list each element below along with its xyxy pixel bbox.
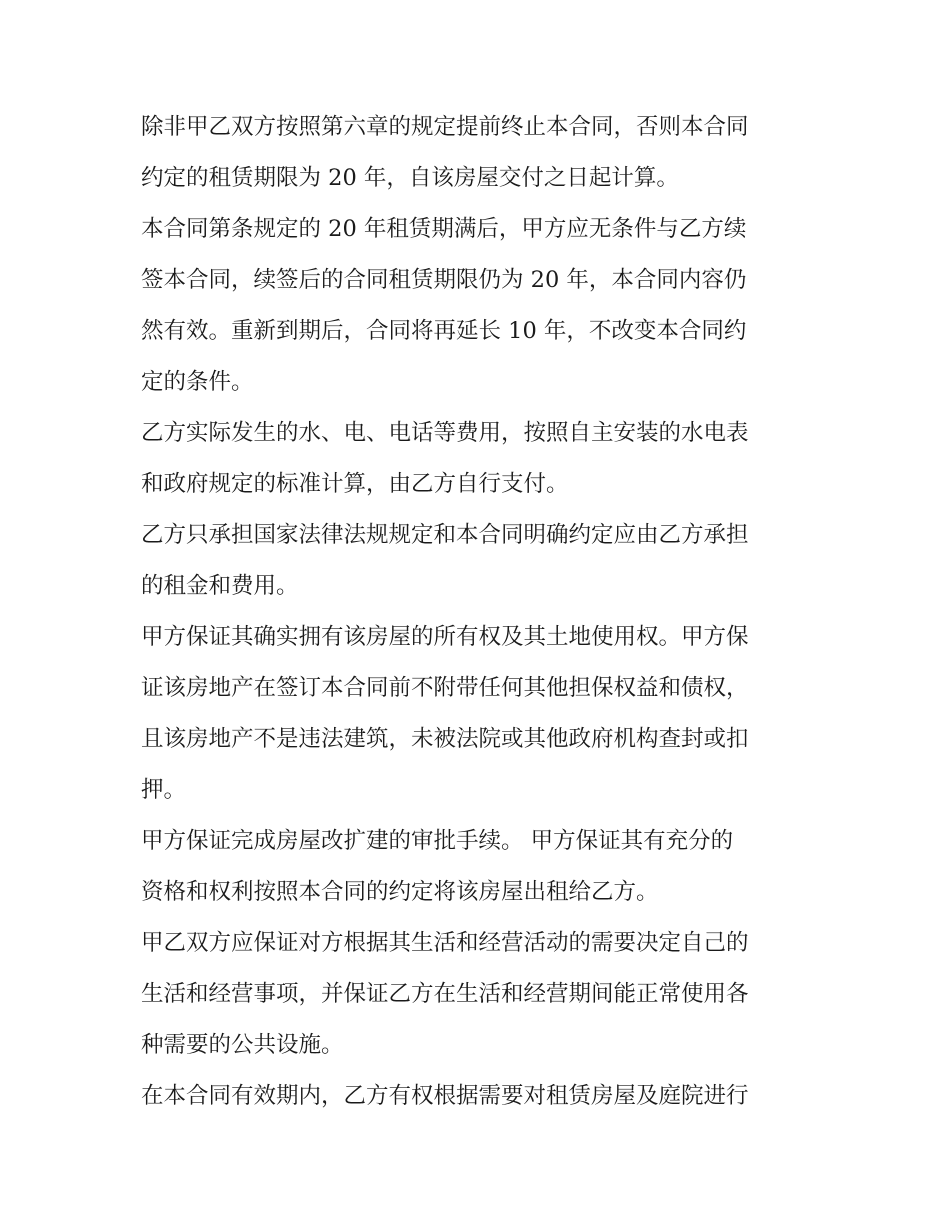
text-line: 然有效。重新到期后，合同将再延长 10 年，不改变本合同约 bbox=[141, 318, 747, 344]
text-line: 证该房地产在签订本合同前不附带任何其他担保权益和债权， bbox=[141, 675, 749, 701]
text-line: 定的条件。 bbox=[141, 369, 254, 395]
text-line: 约定的租赁期限为 20 年，自该房屋交付之日起计算。 bbox=[141, 165, 679, 191]
text-line: 甲方保证完成房屋改扩建的审批手续。 甲方保证其有充分的 bbox=[141, 828, 734, 854]
text-line: 乙方实际发生的水、电、电话等费用，按照自主安装的水电表 bbox=[141, 420, 749, 446]
text-line: 押。 bbox=[141, 777, 187, 803]
text-line: 签本合同，续签后的合同租赁期限仍为 20 年，本合同内容仍 bbox=[141, 267, 747, 293]
text-line: 生活和经营事项，并保证乙方在生活和经营期间能正常使用各 bbox=[141, 981, 749, 1007]
text-line: 甲方保证其确实拥有该房屋的所有权及其土地使用权。甲方保 bbox=[141, 624, 749, 650]
contract-body-text bbox=[141, 102, 817, 1122]
text-line: 乙方只承担国家法律法规规定和本合同明确约定应由乙方承担 bbox=[141, 522, 749, 548]
text-line: 资格和权利按照本合同的约定将该房屋出租给乙方。 bbox=[141, 879, 659, 905]
text-line: 在本合同有效期内，乙方有权根据需要对租赁房屋及庭院进行 bbox=[141, 1083, 749, 1109]
text-line: 本合同第条规定的 20 年租赁期满后，甲方应无条件与乙方续 bbox=[141, 216, 747, 242]
text-line: 甲乙双方应保证对方根据其生活和经营活动的需要决定自己的 bbox=[141, 930, 749, 956]
text-line: 且该房地产不是违法建筑，未被法院或其他政府机构查封或扣 bbox=[141, 726, 749, 752]
text-line: 种需要的公共设施。 bbox=[141, 1032, 344, 1058]
text-line: 和政府规定的标准计算，由乙方自行支付。 bbox=[141, 471, 569, 497]
text-line: 的租金和费用。 bbox=[141, 573, 299, 599]
text-line: 除非甲乙双方按照第六章的规定提前终止本合同，否则本合同 bbox=[141, 114, 749, 140]
